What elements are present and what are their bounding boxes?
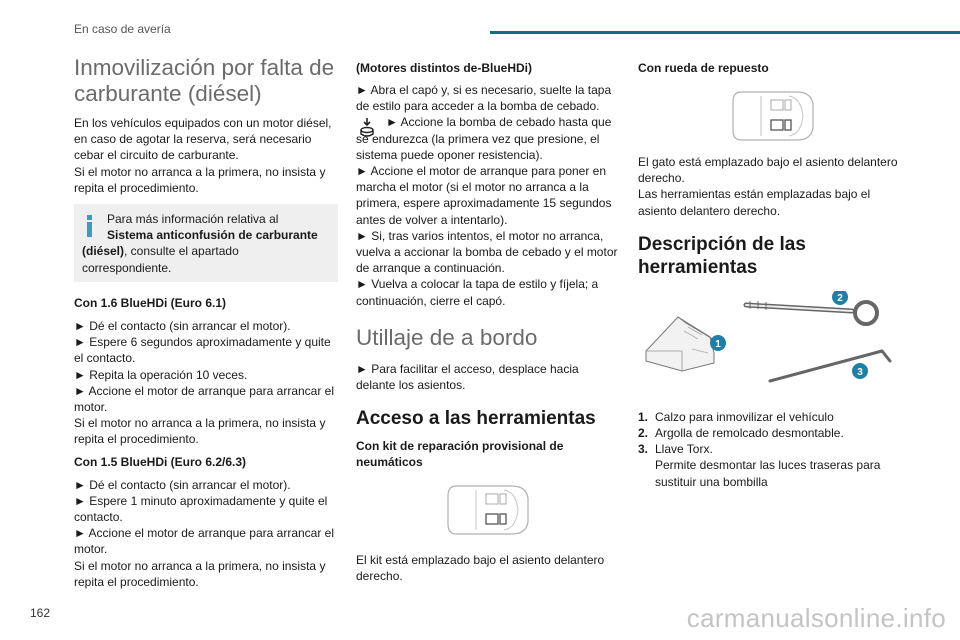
step-line: ► Repita la operación 10 veces. xyxy=(74,367,248,382)
column-3 xyxy=(638,60,908,490)
pump-text: ► Accione la bomba de cebado hasta que se endurezca (la primera vez que presione, el sistema puede oponer resistencia). xyxy=(356,115,612,162)
step-line: Si el motor no arranca a la primera, no insista y repita el procedimiento. xyxy=(74,416,326,447)
tools-illustration xyxy=(638,291,908,391)
section-title-description: Descripción de las herramientas xyxy=(638,233,806,278)
column-1 xyxy=(74,55,338,590)
section-title-tools: Utillaje de a bordo xyxy=(356,324,538,350)
page-number: 162 xyxy=(30,606,51,620)
section-header: En caso de avería xyxy=(74,22,171,36)
step-line: ► Accione el motor de arranque para arrancar el motor. xyxy=(74,383,335,415)
car-top-view-spare xyxy=(731,88,815,144)
step-line: ► Dé el contacto (sin arrancar el motor). xyxy=(74,319,291,334)
info-bold: Sistema anticonfusión de carburante (diésel) xyxy=(82,228,318,259)
info-icon xyxy=(85,215,94,237)
heading-repair-kit: Con kit de reparación provisional de neumáticos xyxy=(356,439,564,470)
torx-key-icon xyxy=(770,351,890,381)
callout-2-label: 2 xyxy=(837,292,843,304)
callout-3-label: 3 xyxy=(857,366,863,378)
intro-paragraph-2: Si el motor no arranca a la primera, no insista y repita el procedimiento. xyxy=(74,164,326,195)
step-line: ► Dé el contacto (sin arrancar el motor). xyxy=(74,477,291,492)
column-2 xyxy=(356,60,620,585)
tools-list xyxy=(638,409,908,490)
jack-location-text: El gato está emplazado bajo el asiento delantero derecho. xyxy=(638,155,898,186)
section-title-fuel: Inmovilización por falta de carburante (diésel) xyxy=(74,55,335,106)
heading-euro61: Con 1.6 BlueHDi (Euro 6.1) xyxy=(74,296,227,311)
info-rest: , consulte el apartado correspondiente. xyxy=(82,244,239,275)
car-top-view-kit xyxy=(446,482,530,538)
step-line: ► Para facilitar el acceso, desplace hacia delante los asientos. xyxy=(356,361,579,393)
watermark: carmanualsonline.info xyxy=(686,603,946,633)
list-item: 2. Argolla de remolcado desmontable. xyxy=(638,426,844,441)
info-text xyxy=(82,227,330,276)
step-line: ► Abra el capó y, si es necesario, suelte la tapa de estilo para acceder a la bomba de cebado. xyxy=(356,83,612,114)
list-item-sub: Permite desmontar las luces traseras para sustituir una bombilla xyxy=(655,458,881,489)
header-accent-bar xyxy=(490,31,960,34)
kit-location-text: El kit está emplazado bajo el asiento delantero derecho. xyxy=(356,553,605,584)
list-item: 1. Calzo para inmovilizar el vehículo xyxy=(638,409,834,424)
callout-1 xyxy=(710,335,726,351)
step-line: ► Accione el motor de arranque para arrancar el motor. xyxy=(74,526,335,557)
heading-euro62: Con 1.5 BlueHDi (Euro 6.2/6.3) xyxy=(74,454,247,469)
callout-1-label: 1 xyxy=(715,338,721,350)
intro-paragraph: En los vehículos equipados con un motor diésel, en caso de agotar la reserva, será necesario cebar el circuito de carburante. xyxy=(74,116,332,163)
step-line: ► Accione el motor de arranque para poner en marcha el motor (si el motor no arranca a la primera, espere aproximadamente 15 segundos antes de volver a intentarlo). xyxy=(356,164,612,227)
step-line: ► Si, tras varios intentos, el motor no arranca, vuelva a accionar la bomba de cebado y el motor de arranque a continuación. xyxy=(356,228,618,276)
step-line: ► Vuelva a colocar la tapa de estilo y fíjela; a continuación, cierre el capó. xyxy=(356,277,599,308)
step-line: ► Espere 6 segundos aproximadamente y quite el contacto. xyxy=(74,335,331,366)
priming-pump-icon xyxy=(356,116,378,138)
heading-non-bluehdi: (Motores distintos de-BlueHDi) xyxy=(356,61,532,75)
tools-location-text: Las herramientas están emplazadas bajo el asiento delantero derecho. xyxy=(638,187,871,218)
list-item: 3. Llave Torx. xyxy=(638,442,713,457)
heading-spare-wheel: Con rueda de repuesto xyxy=(638,61,769,75)
callout-2 xyxy=(832,291,848,305)
callout-3 xyxy=(852,363,868,379)
step-line: ► Espere 1 minuto aproximadamente y quite el contacto. xyxy=(74,493,328,525)
step-line: Si el motor no arranca a la primera, no insista y repita el procedimiento. xyxy=(74,558,326,589)
info-box xyxy=(74,204,338,282)
pump-step xyxy=(356,114,620,163)
info-line1: Para más información relativa al xyxy=(107,212,279,227)
towing-eye-icon xyxy=(746,301,877,324)
wheel-chock-icon xyxy=(646,317,716,371)
section-title-access: Acceso a las herramientas xyxy=(356,408,596,430)
